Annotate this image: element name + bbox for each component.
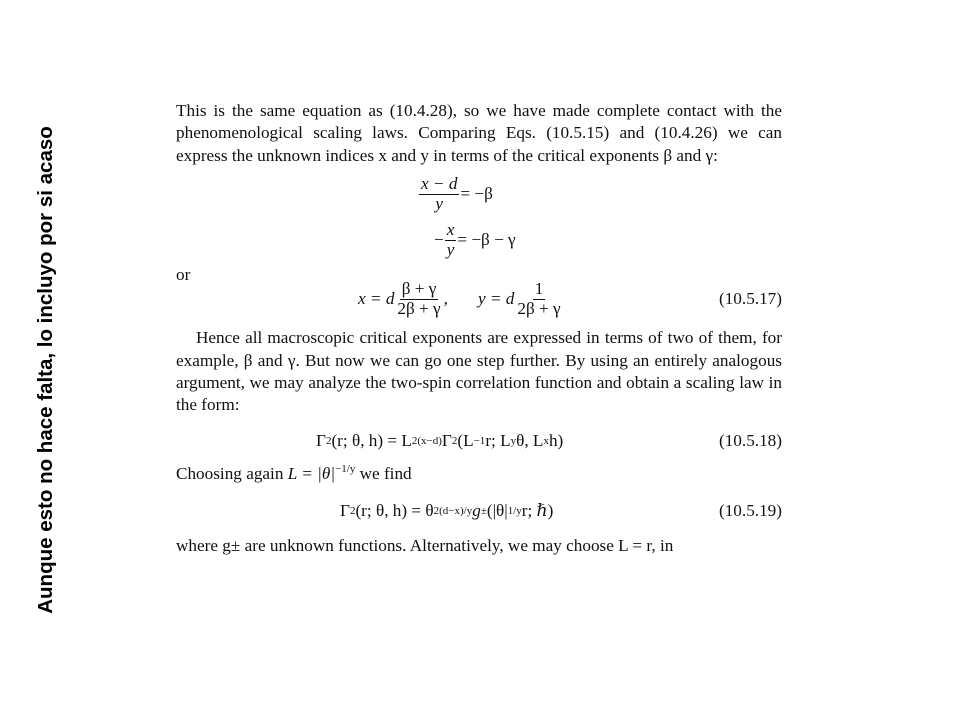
paragraph-3: Choosing again $L = |\theta|^{-1/y}$ we find	[176, 462, 412, 483]
equation-10-5-18: Γ 2 (r; θ, h) = L 2(x−d) Γ 2 (L −1 r; L y θ, L x h) (10.5.18)	[176, 421, 782, 461]
equation-number: (10.5.18)	[718, 430, 782, 450]
paragraph-4: where g± are unknown functions. Alternatively, we may choose L = r, in	[176, 536, 674, 556]
equation-number: (10.5.19)	[718, 501, 782, 521]
fraction: $\frac{\beta + \gamma}{2\beta + \gamma}$	[397, 278, 441, 318]
paragraph-2: Hence all macroscopic critical exponents are expressed in terms of two of them, for example, β and γ. But now we can go one step further. By using an entirely analogous argument, we may analyze the two-spin correlation function and obtain a scaling law in the form:	[176, 328, 782, 415]
equation-number: (10.5.17)	[718, 289, 782, 309]
fraction: $\frac{x}{y}$	[446, 219, 455, 259]
paragraph-1: This is the same equation as (10.4.28), so we have made complete contact with the phenomenological scaling laws. Comparing Eqs. (10.5.15) and (10.4.26) we can express the unknown indices x and y in terms of the critical exponents β and γ:	[176, 101, 782, 165]
equation-10-5-17: x = d $\frac{\beta + \gamma}{2\beta + \gamma}$ , y = d $\frac{1}{2\beta + \gamma}$ (10.5.17)	[358, 278, 782, 318]
fraction: $\frac{x - d}{y}$	[421, 173, 458, 213]
equation-x-over-y: − $\frac{x}{y}$ = −β − γ	[434, 219, 516, 259]
side-note: Aunque esto no hace falta, lo incluyo por si acaso	[34, 126, 57, 614]
textbook-page	[176, 100, 782, 558]
equation-x-minus-d: $\frac{x - d}{y}$ = −β	[421, 173, 493, 213]
fraction: $\frac{1}{2\beta + \gamma}$	[517, 278, 561, 318]
or-word: or	[176, 265, 191, 285]
equation-10-5-19: Γ 2 (r; θ, h) = θ 2(d−x)/y g ± (|θ| 1/y r; ℏ) (10.5.19)	[176, 491, 782, 531]
